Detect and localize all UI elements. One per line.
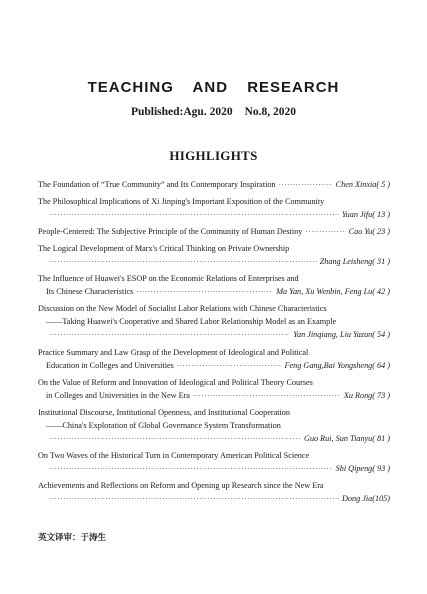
dot-leader xyxy=(49,433,301,445)
author-page-ref: Yuan Jifu( 13 ) xyxy=(341,210,390,220)
article-subtitle: ——Taking Huawei's Cooperative and Shared Labor Relationship Model as an Example xyxy=(46,317,337,327)
article-title: The Philosophical Implications of Xi Jinping's Important Exposition of the Community xyxy=(38,197,325,207)
toc-entry[interactable] xyxy=(38,479,390,505)
toc-entry[interactable] xyxy=(38,346,390,372)
toc-entry[interactable] xyxy=(38,178,390,191)
toc-entry[interactable] xyxy=(38,272,390,298)
journal-title: TEACHING AND RESEARCH xyxy=(87,79,340,96)
dot-leader xyxy=(49,493,339,505)
article-title-continued: Its Chinese Characteristics xyxy=(46,287,134,297)
author-page-ref: Yan Jinqiang, Liu Yazun( 54 ) xyxy=(293,330,390,340)
issue-number: No.8, 2020 xyxy=(244,106,297,118)
dot-leader xyxy=(49,209,339,221)
dot-leader xyxy=(49,256,317,268)
author-page-ref: Chen Xinxia( 5 ) xyxy=(335,180,390,189)
toc-entry[interactable] xyxy=(38,302,390,341)
toc-entry[interactable] xyxy=(38,242,390,268)
toc-entry[interactable] xyxy=(38,195,390,221)
toc-entry[interactable] xyxy=(38,225,390,238)
author-page-ref: Cao Yu( 23 ) xyxy=(348,227,390,237)
article-title: Achievements and Reflections on Reform and Opening up Research since the New Era xyxy=(38,480,324,490)
article-title: The Logical Development of Marx's Critical Thinking on Private Ownership xyxy=(38,244,290,254)
toc-entry[interactable] xyxy=(38,449,390,475)
author-page-ref: Dong Jia(105) xyxy=(342,493,390,503)
table-of-contents xyxy=(38,178,390,509)
dot-leader xyxy=(49,463,333,475)
translator-credit: 英文译审：于涛生 xyxy=(38,533,107,543)
author-page-ref: Shi Qipeng( 93 ) xyxy=(335,463,390,473)
section-heading: HIGHLIGHTS xyxy=(169,148,258,163)
dot-leader xyxy=(279,179,333,191)
author-page-ref: Xu Rong( 73 ) xyxy=(343,390,390,400)
dot-leader xyxy=(49,329,290,341)
article-title: On Two Waves of the Historical Turn in Contemporary American Political Science xyxy=(38,450,310,460)
article-title: Practice Summary and Law Grasp of the Development of Ideological and Political xyxy=(38,347,309,357)
toc-entry[interactable] xyxy=(38,376,390,402)
dot-leader xyxy=(177,360,282,372)
article-title: On the Value of Reform and Innovation of Ideological and Political Theory Courses xyxy=(38,377,313,387)
author-page-ref: Ma Yan, Xu Wenbin, Feng Lu( 42 ) xyxy=(276,287,390,297)
dot-leader xyxy=(305,226,345,238)
publication-date: Published:Agu. 2020 xyxy=(130,106,233,118)
article-subtitle: ——China's Exploration of Global Governance System Transformation xyxy=(46,420,281,430)
article-title: People-Centered: The Subjective Principle of the Community of Human Destiny xyxy=(38,227,303,237)
article-title: The Foundation of “True Community” and Its Contemporary Inspiration xyxy=(38,180,276,189)
article-title: Institutional Discourse, Institutional Openness, and Institutional Cooperation xyxy=(38,407,290,417)
article-title: The Influence of Huawei's ESOP on the Economic Relations of Enterprises and xyxy=(38,274,299,284)
publication-info xyxy=(0,106,427,118)
author-page-ref: Guo Rui, Sun Tianyu( 81 ) xyxy=(304,433,390,443)
article-title: Discussion on the New Model of Socialist Labor Relations with Chinese Characteristics xyxy=(38,304,327,314)
dot-leader xyxy=(136,286,273,298)
article-title-continued: in Colleges and Universities in the New Era xyxy=(46,390,190,400)
author-page-ref: Feng Gang,Bai Yongsheng( 64 ) xyxy=(284,360,390,370)
dot-leader xyxy=(193,390,341,402)
article-title-continued: Education in Colleges and Universities xyxy=(46,360,174,370)
author-page-ref: Zhang Leisheng( 31 ) xyxy=(319,257,390,267)
toc-entry[interactable] xyxy=(38,406,390,445)
